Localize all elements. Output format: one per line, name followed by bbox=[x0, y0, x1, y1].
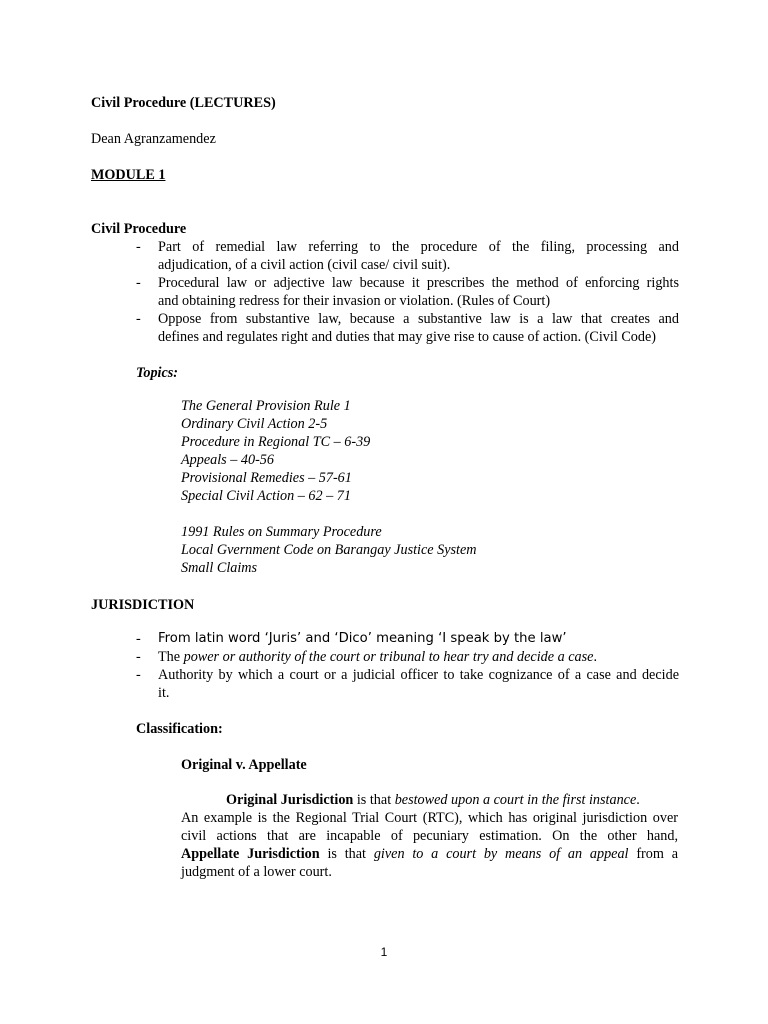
list-item bbox=[91, 666, 679, 702]
term-original-jurisdiction: Original Jurisdiction bbox=[226, 792, 354, 808]
topic-item: Ordinary Civil Action 2-5 bbox=[181, 416, 328, 432]
bullet-dash: - bbox=[136, 631, 141, 647]
topics-heading: Topics: bbox=[136, 365, 179, 381]
term-appellate-jurisdiction: Appellate Jurisdiction bbox=[181, 846, 320, 862]
list-item bbox=[91, 648, 679, 666]
paragraph-line: civil actions that are incapable of pecuniary estimation. On the other hand, bbox=[181, 828, 678, 844]
topic-item: Small Claims bbox=[181, 560, 258, 576]
list-item bbox=[91, 238, 679, 274]
civil-procedure-heading: Civil Procedure bbox=[91, 221, 187, 237]
bullet-text-italic: power or authority of the court or tribunal to hear try and decide a case bbox=[183, 649, 594, 665]
topic-item: Appeals – 40-56 bbox=[181, 452, 274, 468]
classification-heading: Classification: bbox=[136, 721, 223, 737]
page-number: 1 bbox=[380, 945, 388, 959]
paragraph-text: is that bbox=[319, 846, 374, 862]
classification-paragraph bbox=[181, 791, 678, 881]
paragraph-text: . bbox=[636, 792, 640, 808]
paragraph-line: An example is the Regional Trial Court (RTC), which has original jurisdiction over bbox=[181, 810, 678, 826]
bullet-text: . bbox=[593, 649, 597, 665]
bullet-line: Oppose from substantive law, because a substantive law is a law that creates and bbox=[158, 311, 679, 327]
definition-italic: bestowed upon a court in the first instance bbox=[394, 792, 637, 808]
bullet-dash: - bbox=[136, 667, 141, 683]
definition-italic: given to a court by means of an appeal bbox=[373, 846, 629, 862]
bullet-dash: - bbox=[136, 239, 141, 255]
topic-item: Provisional Remedies – 57-61 bbox=[181, 470, 352, 486]
bullet-line: Part of remedial law referring to the procedure of the filing, processing and bbox=[158, 239, 679, 255]
list-item bbox=[91, 274, 679, 310]
bullet-line: From latin word ‘Juris’ and ‘Dico’ meaning ‘I speak by the law’ bbox=[158, 631, 567, 646]
paragraph-line bbox=[181, 791, 678, 809]
bullet-dash: - bbox=[136, 275, 141, 291]
paragraph-text: from a bbox=[628, 846, 678, 862]
topic-item: Special Civil Action – 62 – 71 bbox=[181, 488, 351, 504]
list-item bbox=[91, 630, 679, 648]
bullet-dash: - bbox=[136, 311, 141, 327]
bullet-text: The bbox=[158, 649, 184, 665]
bullet-line: and obtaining redress for their invasion or violation. (Rules of Court) bbox=[158, 293, 551, 309]
topic-item: The General Provision Rule 1 bbox=[181, 398, 351, 414]
paragraph-text: is that bbox=[353, 792, 395, 808]
bullet-line: it. bbox=[158, 685, 170, 701]
document-title: Civil Procedure (LECTURES) bbox=[91, 95, 276, 111]
bullet-line: Authority by which a court or a judicial officer to take cognizance of a case and decide bbox=[158, 667, 679, 683]
topic-item: Local Gvernment Code on Barangay Justice System bbox=[181, 542, 477, 558]
paragraph-line: judgment of a lower court. bbox=[181, 864, 332, 880]
paragraph-line bbox=[181, 845, 678, 863]
author-line: Dean Agranzamendez bbox=[91, 131, 216, 147]
topic-item: 1991 Rules on Summary Procedure bbox=[181, 524, 382, 540]
jurisdiction-heading: JURISDICTION bbox=[91, 597, 195, 613]
module-heading: MODULE 1 bbox=[91, 167, 166, 183]
bullet-dash: - bbox=[136, 649, 141, 665]
list-item bbox=[91, 310, 679, 346]
bullet-line: Procedural law or adjective law because it prescribes the method of enforcing rights bbox=[158, 275, 679, 291]
bullet-line: adjudication, of a civil action (civil case/ civil suit). bbox=[158, 257, 451, 273]
classification-subheading: Original v. Appellate bbox=[181, 757, 307, 773]
bullet-line: defines and regulates right and duties that may give rise to cause of action. (Civil Code) bbox=[158, 329, 656, 345]
topic-item: Procedure in Regional TC – 6-39 bbox=[181, 434, 371, 450]
